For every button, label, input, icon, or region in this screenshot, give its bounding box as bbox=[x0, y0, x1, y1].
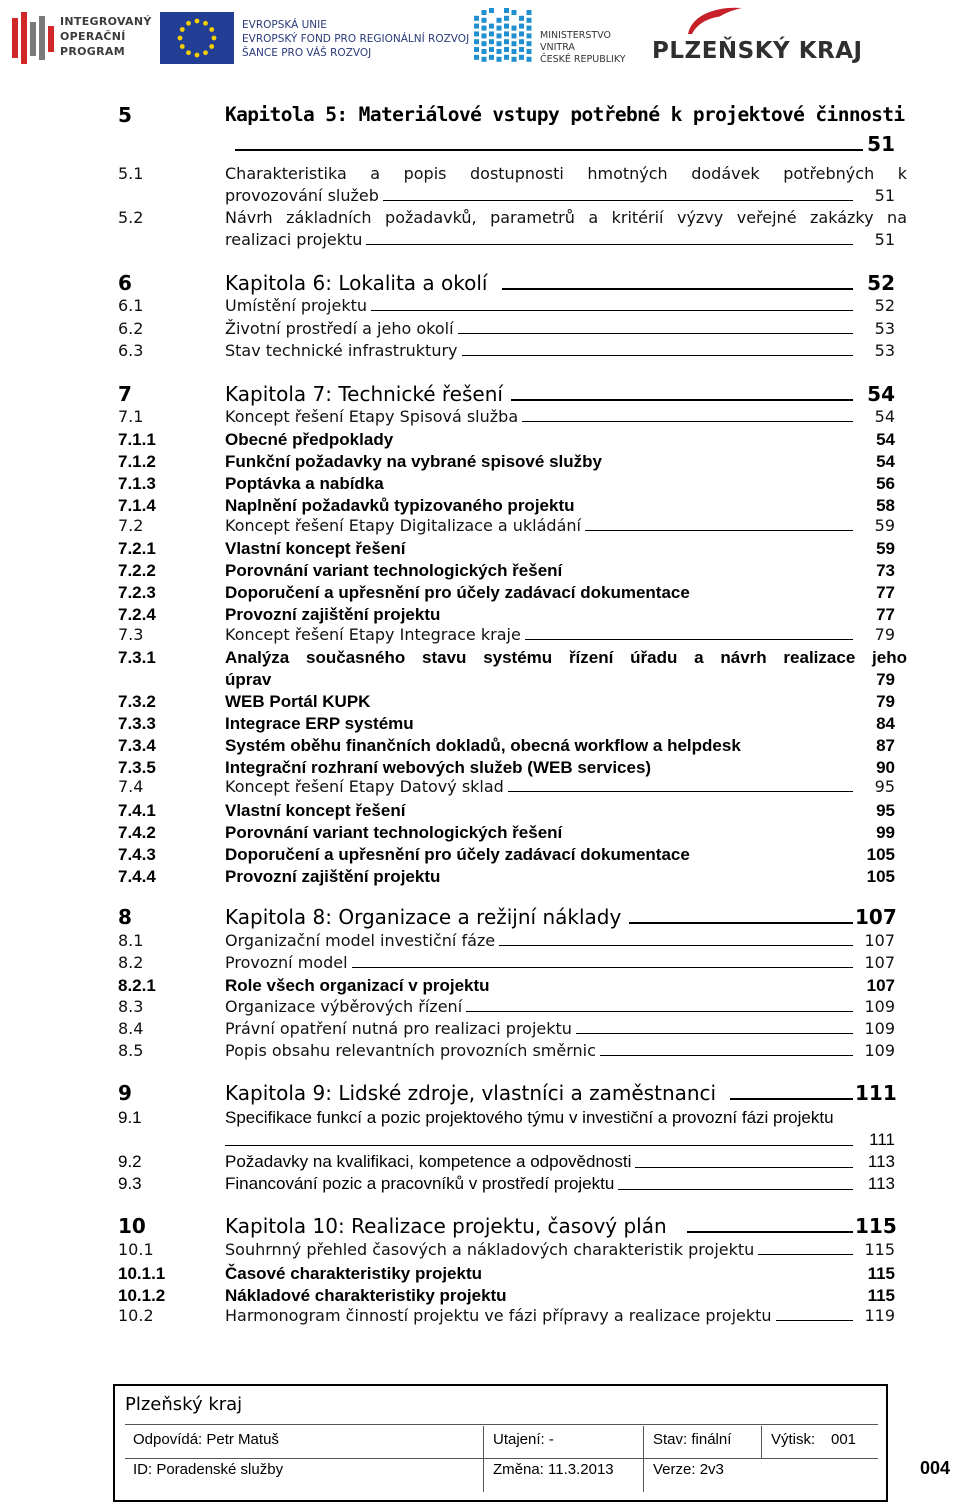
leader-line bbox=[366, 244, 853, 245]
iop-logo bbox=[12, 10, 150, 68]
eu-flag-icon bbox=[160, 12, 234, 64]
iop-emblem-icon bbox=[12, 12, 54, 64]
toc-title: Koncept řešení Etapy Digitalizace a ukládání bbox=[225, 516, 581, 535]
region-name: PLZEŇSKÝ KRAJ bbox=[652, 38, 863, 64]
toc-page: 51 bbox=[874, 186, 895, 205]
toc-title: Porovnání variant technologických řešení bbox=[225, 561, 563, 580]
toc-page: 84 bbox=[876, 714, 895, 733]
toc-page: 109 bbox=[864, 1041, 895, 1060]
leader-line bbox=[576, 1033, 853, 1034]
toc-page: 51 bbox=[874, 230, 895, 249]
toc-title: Harmonogram činností projektu ve fázi přípravy a realizace projektu bbox=[225, 1306, 772, 1325]
leader-line bbox=[629, 922, 853, 924]
toc-title: Integrace ERP systému bbox=[225, 714, 414, 733]
leader-line bbox=[499, 945, 853, 946]
footer-divider bbox=[125, 1424, 878, 1425]
toc-page: 90 bbox=[876, 758, 895, 777]
toc-page: 54 bbox=[876, 430, 895, 449]
toc-page: 99 bbox=[876, 823, 895, 842]
toc-page: 111 bbox=[869, 1130, 895, 1149]
toc-page: 119 bbox=[864, 1306, 895, 1325]
toc-title: Doporučení a upřesnění pro účely zadávací dokumentace bbox=[225, 845, 690, 864]
footer-org: Plzeňský kraj bbox=[125, 1394, 243, 1415]
toc-page: 109 bbox=[864, 1019, 895, 1038]
toc-title: Koncept řešení Etapy Integrace kraje bbox=[225, 625, 521, 644]
toc-title: Systém oběhu finančních dokladů, obecná workflow a helpdesk bbox=[225, 736, 741, 755]
leader-line bbox=[635, 1167, 853, 1168]
toc-title: Financování pozic a pracovníků v prostředí projektu bbox=[225, 1174, 615, 1193]
footer-responsible: Odpovídá: Petr Matuš bbox=[133, 1431, 279, 1448]
toc-page: 105 bbox=[866, 845, 895, 864]
toc-title: Charakteristika a popis dostupnosti hmotných dodávek potřebných k bbox=[225, 164, 907, 183]
toc-page: 79 bbox=[874, 625, 895, 644]
leader-line bbox=[466, 1011, 853, 1012]
toc-title: Provozní zajištění projektu bbox=[225, 867, 441, 886]
leader-line bbox=[618, 1189, 853, 1190]
header-logos bbox=[0, 0, 960, 80]
toc-title: Funkční požadavky na vybrané spisové služby bbox=[225, 452, 602, 471]
toc-title: Kapitola 6: Lokalita a okolí bbox=[225, 271, 488, 295]
toc-title: Organizace výběrových řízení bbox=[225, 997, 463, 1016]
toc-page: 87 bbox=[876, 736, 895, 755]
toc-title: provozování služeb bbox=[225, 186, 379, 205]
footer-col-divider bbox=[761, 1426, 762, 1458]
leader-line bbox=[687, 1231, 853, 1233]
toc-title: Doporučení a upřesnění pro účely zadávací dokumentace bbox=[225, 583, 690, 602]
footer-change: Změna: 11.3.2013 bbox=[493, 1461, 614, 1478]
toc-title: Kapitola 5: Materiálové vstupy potřebné k projektové činnosti bbox=[225, 103, 905, 126]
ministry-logo bbox=[474, 8, 642, 68]
toc-title: Koncept řešení Etapy Datový sklad bbox=[225, 777, 504, 796]
eu-text: EVROPSKÁ UNIE EVROPSKÝ FOND PRO REGIONÁLNÍ ROZVOJ ŠANCE PRO VÁŠ ROZVOJ bbox=[242, 19, 470, 59]
toc-page: 115 bbox=[864, 1240, 895, 1259]
toc-title: Kapitola 9: Lidské zdroje, vlastníci a zaměstnanci bbox=[225, 1081, 717, 1105]
leader-line bbox=[502, 288, 854, 290]
toc-title: Porovnání variant technologických řešení bbox=[225, 823, 563, 842]
toc-page: 105 bbox=[866, 867, 895, 886]
toc-title: Nákladové charakteristiky projektu bbox=[225, 1286, 507, 1305]
toc-page: 54 bbox=[867, 382, 895, 406]
toc-page: 79 bbox=[876, 692, 895, 711]
footer-status: Stav: finální bbox=[653, 1431, 732, 1448]
toc-page: 115 bbox=[855, 1214, 897, 1238]
toc-page: 54 bbox=[874, 407, 895, 426]
toc-title: Analýza současného stavu systému řízení úřadu a návrh realizace jeho bbox=[225, 648, 907, 667]
toc-page: 73 bbox=[876, 561, 895, 580]
leader-line bbox=[776, 1320, 853, 1321]
leader-line bbox=[522, 421, 853, 422]
page-number: 004 bbox=[920, 1458, 951, 1478]
toc-title: Životní prostředí a jeho okolí bbox=[225, 319, 454, 338]
footer-copy-value: 001 bbox=[831, 1431, 857, 1448]
toc-page: 53 bbox=[874, 319, 895, 338]
footer-row-divider bbox=[125, 1458, 878, 1459]
toc-page: 115 bbox=[867, 1286, 895, 1305]
toc-title: Poptávka a nabídka bbox=[225, 474, 384, 493]
toc-page: 77 bbox=[876, 605, 895, 624]
toc-title: Kapitola 10: Realizace projektu, časový plán bbox=[225, 1214, 667, 1238]
toc-title: Provozní zajištění projektu bbox=[225, 605, 441, 624]
toc-page: 59 bbox=[876, 539, 895, 558]
toc-title: Umístění projektu bbox=[225, 296, 368, 315]
toc-title: úprav bbox=[225, 670, 272, 689]
toc-page: 51 bbox=[867, 132, 895, 156]
toc-page: 58 bbox=[876, 496, 895, 515]
toc-title: Návrh základních požadavků, parametrů a kritérií výzvy veřejné zakázky na bbox=[225, 208, 907, 227]
toc-title: Organizační model investiční fáze bbox=[225, 931, 496, 950]
toc-title: Specifikace funkcí a pozic projektového týmu v investiční a provozní fázi projektu bbox=[225, 1108, 834, 1127]
toc-page: 52 bbox=[874, 296, 895, 315]
leader-line bbox=[730, 1098, 853, 1100]
footer-col-divider bbox=[483, 1426, 484, 1492]
footer-id: ID: Poradenské služby bbox=[133, 1461, 284, 1478]
toc-page: 95 bbox=[876, 801, 895, 820]
toc-page: 52 bbox=[867, 271, 895, 295]
ministry-text: MINISTERSTVO VNITRA ČESKÉ REPUBLIKY bbox=[540, 30, 626, 65]
toc-title: realizaci projektu bbox=[225, 230, 363, 249]
toc-page: 79 bbox=[876, 670, 895, 689]
toc-title: Naplnění požadavků typizovaného projektu bbox=[225, 496, 575, 515]
toc-title: Vlastní koncept řešení bbox=[225, 801, 406, 820]
leader-line bbox=[462, 355, 853, 356]
toc-page: 111 bbox=[855, 1081, 897, 1105]
toc-page: 56 bbox=[876, 474, 895, 493]
footer-copy-label: Výtisk: bbox=[771, 1431, 816, 1448]
leader-line bbox=[371, 310, 853, 311]
eu-logo bbox=[160, 10, 470, 68]
toc-title: Právní opatření nutná pro realizaci projektu bbox=[225, 1019, 572, 1038]
leader-line bbox=[383, 200, 853, 201]
leader-line bbox=[758, 1254, 853, 1255]
toc-page: 115 bbox=[867, 1264, 895, 1283]
iop-text: INTEGROVANÝ OPERAČNÍ PROGRAM bbox=[60, 15, 152, 58]
toc-page: 113 bbox=[867, 1174, 895, 1193]
region-emblem-icon bbox=[648, 4, 744, 40]
footer-secrecy: Utajení: - bbox=[493, 1431, 554, 1448]
plzen-region-logo bbox=[648, 4, 948, 74]
toc-title: Vlastní koncept řešení bbox=[225, 539, 406, 558]
toc-title: Kapitola 8: Organizace a režijní náklady bbox=[225, 905, 622, 929]
leader-line bbox=[458, 333, 853, 334]
toc-title: Obecné předpoklady bbox=[225, 430, 394, 449]
leader-line bbox=[225, 1145, 853, 1146]
toc-page: 107 bbox=[864, 931, 895, 950]
toc-page: 53 bbox=[874, 341, 895, 360]
leader-line bbox=[585, 530, 853, 531]
document-footer bbox=[113, 1384, 888, 1502]
toc-page: 107 bbox=[855, 905, 897, 929]
toc-title: Popis obsahu relevantních provozních směrnic bbox=[225, 1041, 596, 1060]
toc-page: 95 bbox=[874, 777, 895, 796]
leader-line bbox=[525, 639, 853, 640]
toc-title: Požadavky na kvalifikaci, kompetence a odpovědnosti bbox=[225, 1152, 632, 1171]
toc-page: 113 bbox=[867, 1152, 895, 1171]
toc-title: Kapitola 7: Technické řešení bbox=[225, 382, 503, 406]
toc-title: Role všech organizací v projektu bbox=[225, 976, 490, 995]
toc-page: 59 bbox=[874, 516, 895, 535]
toc-page: 54 bbox=[876, 452, 895, 471]
toc-title: Stav technické infrastruktury bbox=[225, 341, 458, 360]
footer-version: Verze: 2v3 bbox=[653, 1461, 724, 1478]
toc-page: 107 bbox=[864, 953, 895, 972]
toc-page: 109 bbox=[864, 997, 895, 1016]
toc-title: Časové charakteristiky projektu bbox=[225, 1264, 483, 1283]
ministry-emblem-icon bbox=[474, 8, 536, 64]
toc-page: 77 bbox=[876, 583, 895, 602]
toc-title: WEB Portál KUPK bbox=[225, 692, 371, 711]
toc-page: 107 bbox=[866, 976, 895, 995]
leader-line bbox=[511, 399, 853, 401]
leader-line bbox=[352, 967, 853, 968]
toc-title: Integrační rozhraní webových služeb (WEB services) bbox=[225, 758, 652, 777]
leader-line bbox=[235, 149, 863, 151]
toc-title: Provozní model bbox=[225, 953, 348, 972]
leader-line bbox=[600, 1055, 853, 1056]
footer-col-divider bbox=[643, 1426, 644, 1492]
toc-title: Souhrnný přehled časových a nákladových charakteristik projektu bbox=[225, 1240, 755, 1259]
toc-title: Koncept řešení Etapy Spisová služba bbox=[225, 407, 519, 426]
leader-line bbox=[508, 791, 853, 792]
